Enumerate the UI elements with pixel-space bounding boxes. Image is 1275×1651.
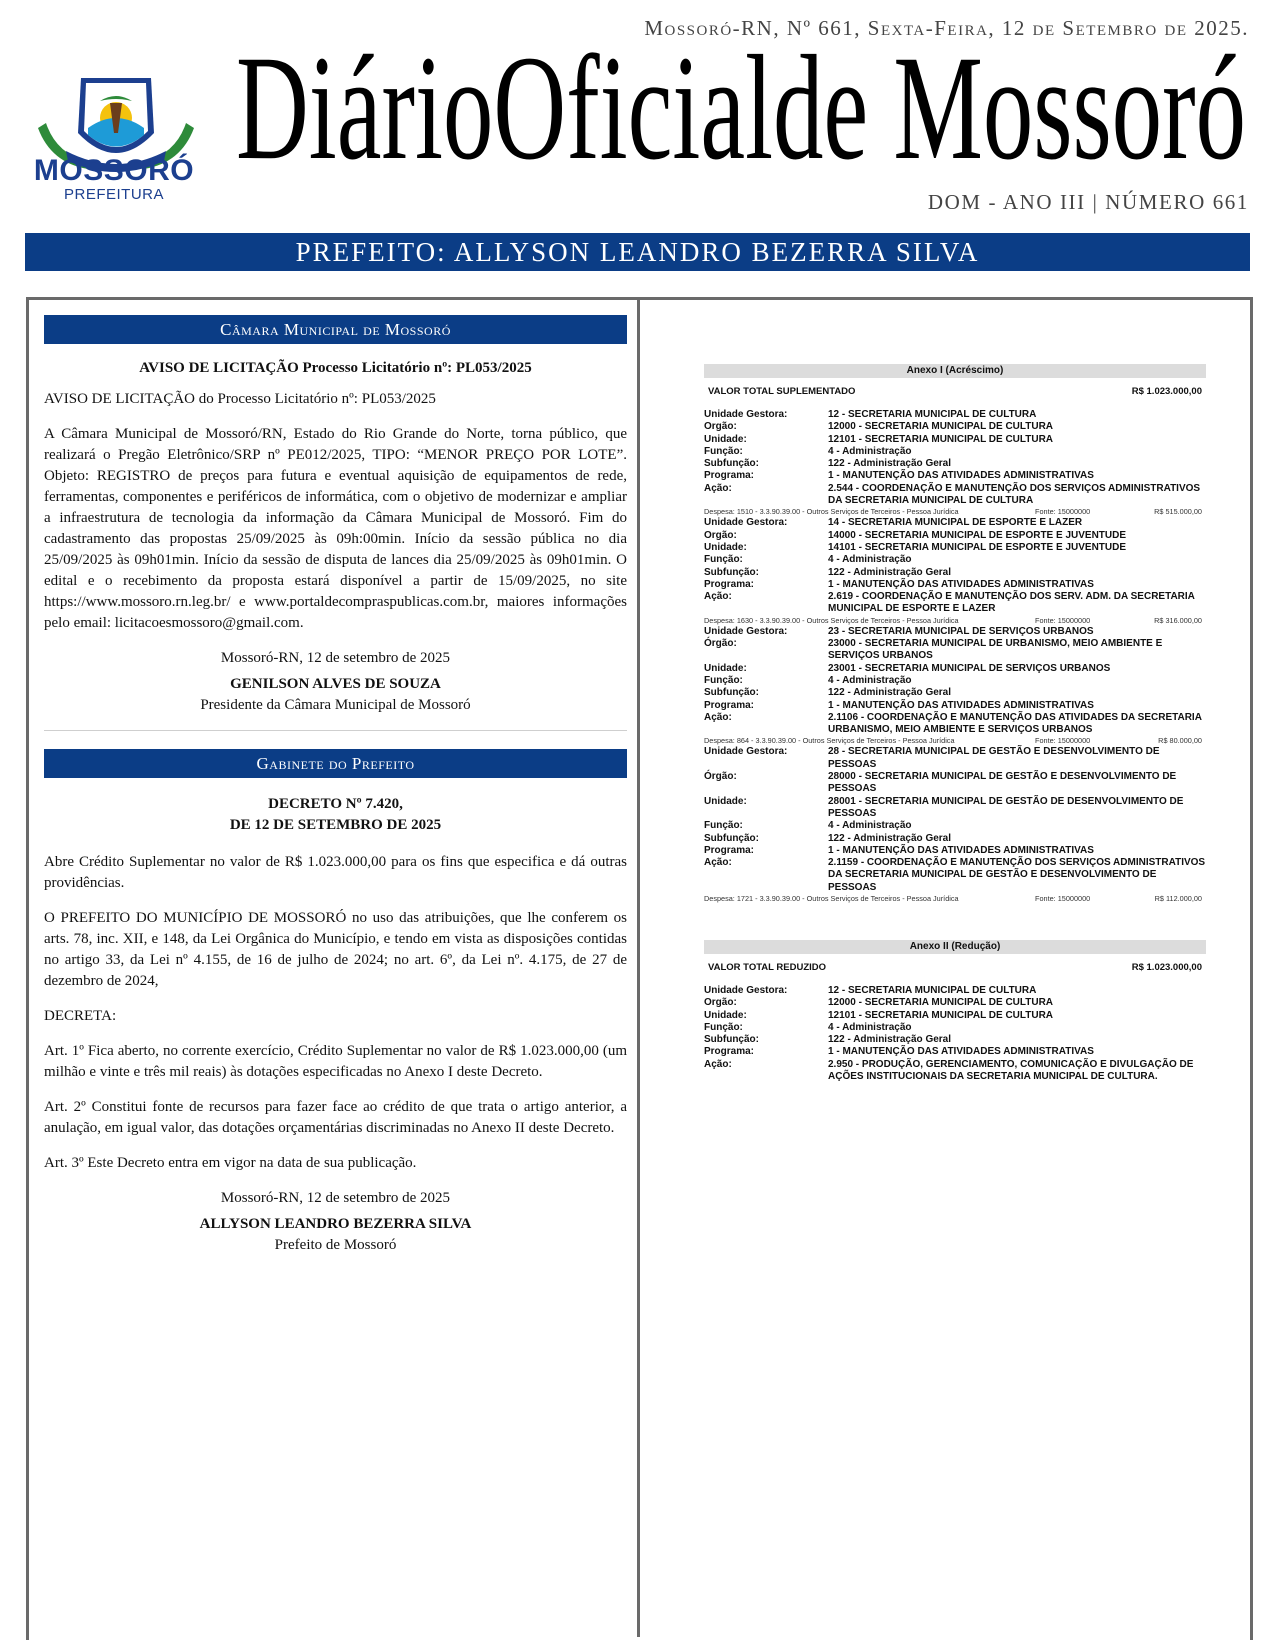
annex-row bbox=[704, 1059, 1206, 1084]
logo-subtitle: PREFEITURA bbox=[63, 186, 164, 203]
annex-row-key: Programa: bbox=[704, 1046, 755, 1058]
column-divider bbox=[637, 297, 640, 1637]
annex-row bbox=[704, 1046, 1206, 1058]
expense-description: Despesa: 864 - 3.3.90.39.00 - Outros Serviços de Terceiros - Pessoa Jurídica bbox=[704, 736, 955, 746]
annex-row bbox=[704, 712, 1206, 737]
annex-row-value: 12 - SECRETARIA MUNICIPAL DE CULTURA bbox=[828, 409, 1037, 420]
annex-row-key: Unidade Gestora: bbox=[704, 746, 788, 758]
annex-row-key: Função: bbox=[704, 445, 743, 457]
annex-row-key: Unidade: bbox=[704, 795, 747, 807]
anexo2-total-value: R$ 1.023.000,00 bbox=[1131, 961, 1202, 973]
annex-row-value: 12101 - SECRETARIA MUNICIPAL DE CULTURA bbox=[828, 1009, 1054, 1021]
issue-date-line: Mossoró-RN, Nº 661, Sexta-Feira, 12 de Setembro de 2025. bbox=[644, 16, 1249, 40]
annex-row bbox=[704, 833, 1206, 845]
annex-row-key: Função: bbox=[704, 554, 743, 566]
annex-row-key: Unidade Gestora: bbox=[704, 625, 788, 637]
annex-row-key: Ação: bbox=[704, 857, 732, 869]
decree-decreta: DECRETA: bbox=[44, 1008, 117, 1024]
annex-row-key: Função: bbox=[704, 674, 743, 686]
decree-ementa: Abre Crédito Suplementar no valor de R$ 1.023.000,00 para os fins que especifica e dá outras providências. bbox=[44, 854, 627, 891]
annex-row-value: 12000 - SECRETARIA MUNICIPAL DE CULTURA bbox=[828, 421, 1054, 433]
annex-row-key: Ação: bbox=[704, 1058, 732, 1070]
annex-row-value: 2.1106 - COORDENAÇÃO E MANUTENÇÃO DAS ATIVIDADES DA SECRETARIA URBANISMO, MEIO AMBIENTE E SERVIÇOS URBANOS bbox=[828, 711, 1202, 736]
annex-row bbox=[704, 579, 1206, 591]
decree-signer-role: Prefeito de Mossoró bbox=[274, 1237, 397, 1253]
expense-amount: R$ 515.000,00 bbox=[1154, 507, 1202, 517]
annex-row bbox=[704, 985, 1206, 997]
anexo1-total-value: R$ 1.023.000,00 bbox=[1131, 386, 1202, 397]
annex-row bbox=[704, 458, 1206, 470]
annex-row-value: 12101 - SECRETARIA MUNICIPAL DE CULTURA bbox=[828, 433, 1054, 445]
annex-row-value: 14000 - SECRETARIA MUNICIPAL DE ESPORTE E JUVENTUDE bbox=[828, 529, 1127, 541]
annex-row-value: 1 - MANUTENÇÃO DAS ATIVIDADES ADMINISTRATIVAS bbox=[828, 844, 1094, 856]
annex-row-value: 2.544 - COORDENAÇÃO E MANUTENÇÃO DOS SERVIÇOS ADMINISTRATIVOS DA SECRETARIA MUNICIPAL DE CULTURA bbox=[828, 482, 1201, 507]
annex-row-key: Subfunção: bbox=[704, 832, 759, 844]
decree-art3: Art. 3º Este Decreto entra em vigor na data de sua publicação. bbox=[44, 1155, 417, 1171]
annex-row-value: 2.950 - PRODUÇÃO, GERENCIAMENTO, COMUNICAÇÃO E DIVULGAÇÃO DE AÇÕES INSTITUCIONAIS DA SECRETARIA MUNICIPAL DE CULTURA. bbox=[828, 1058, 1194, 1083]
licitacao-body: A Câmara Municipal de Mossoró/RN, Estado do Rio Grande do Norte, torna público, que realizará o Pregão Eletrônico/SRP nº PE012/2025, TIPO: “MENOR PREÇO POR LOTE”. Objeto: REGISTRO de preços para futura e eventual aquisição de equipamentos de rede, ferramentas, componentes e periféricos de informática, com o objetivo de modernizar e ampliar a infraestrutura de tecnologia da informação da Câmara Municipal de Mossoró. Fim do cadastramento das propostas 25/09/2025 às 09h:00min. Início da sessão pública no dia 25/09/2025 às 09h01min. Início da sessão de disputa de lances dia 25/09/2025 às 09h01min. O edital e o recebimento da proposta estará disponível a partir de 15/09/2025, no site https://www.mossoro.rn.leg.br/ e www.portaldecompraspublicas.com.br, maiores informações pelo email: licitacoesmossoro@gmail.com. bbox=[44, 426, 627, 631]
annex-row-value: 1 - MANUTENÇÃO DAS ATIVIDADES ADMINISTRATIVAS bbox=[828, 470, 1094, 482]
annex-expense-line bbox=[704, 616, 1206, 626]
annex-row-key: Unidade: bbox=[704, 433, 747, 445]
expense-description: Despesa: 1630 - 3.3.90.39.00 - Outros Serviços de Terceiros - Pessoa Jurídica bbox=[704, 615, 959, 625]
annex-row-key: Unidade Gestora: bbox=[704, 409, 788, 420]
annex-row bbox=[704, 530, 1206, 542]
annex-row bbox=[704, 542, 1206, 554]
annex-row-value: 4 - Administração bbox=[828, 820, 912, 832]
annex-row bbox=[704, 820, 1206, 832]
anexo2-total bbox=[708, 962, 1202, 973]
annex-row-key: Subfunção: bbox=[704, 458, 759, 470]
decree-title-line1: DECRETO Nº 7.420, bbox=[268, 796, 403, 812]
annex-row-value: 122 - Administração Geral bbox=[828, 832, 952, 844]
expense-source: Fonte: 15000000 bbox=[1035, 893, 1091, 903]
annex-row-key: Orgão: bbox=[704, 997, 737, 1009]
annex-row-value: 4 - Administração bbox=[828, 674, 912, 686]
annex-row-key: Órgão: bbox=[704, 771, 737, 783]
annex-row-value: 4 - Administração bbox=[828, 445, 912, 457]
annex-block bbox=[704, 517, 1206, 625]
annex-row bbox=[704, 796, 1206, 821]
annex-row-value: 2.619 - COORDENAÇÃO E MANUTENÇÃO DOS SERV. ADM. DA SECRETARIA MUNICIPAL DE ESPORTE E LAZER bbox=[828, 591, 1195, 615]
annex-row-value: 23000 - SECRETARIA MUNICIPAL DE URBANISMO, MEIO AMBIENTE E SERVIÇOS URBANOS bbox=[828, 638, 1163, 662]
annex-row-value: 23001 - SECRETARIA MUNICIPAL DE SERVIÇOS URBANOS bbox=[828, 662, 1111, 674]
annex-row bbox=[704, 771, 1206, 796]
decree-art2: Art. 2º Constitui fonte de recursos para fazer face ao crédito de que trata o artigo anterior, a anulação, em igual valor, das dotações orçamentárias discriminadas no Anexo II deste Decreto. bbox=[44, 1099, 627, 1136]
annex-row bbox=[704, 1010, 1206, 1022]
annex-row-key: Programa: bbox=[704, 578, 755, 590]
anexo2-title: Anexo II (Redução) bbox=[704, 940, 1206, 954]
anexo1-total-label: VALOR TOTAL SUPLEMENTADO bbox=[708, 386, 856, 397]
annex-row bbox=[704, 421, 1206, 433]
anexo2-total-label: VALOR TOTAL REDUZIDO bbox=[708, 961, 827, 973]
expense-source: Fonte: 15000000 bbox=[1035, 615, 1091, 625]
annex-row-value: 122 - Administração Geral bbox=[828, 458, 952, 470]
annex-row-key: Ação: bbox=[704, 482, 732, 494]
annex-row-value: 28000 - SECRETARIA MUNICIPAL DE GESTÃO E DESENVOLVIMENTO DE PESSOAS bbox=[828, 771, 1177, 795]
expense-description: Despesa: 1510 - 3.3.90.39.00 - Outros Serviços de Terceiros - Pessoa Jurídica bbox=[704, 507, 959, 517]
expense-amount: R$ 112.000,00 bbox=[1154, 893, 1202, 903]
camara-signer-role: Presidente da Câmara Municipal de Mossoró bbox=[200, 697, 471, 713]
licitacao-subheading: AVISO DE LICITAÇÃO do Processo Licitatório nº: PL053/2025 bbox=[44, 391, 436, 407]
annex-row-value: 12 - SECRETARIA MUNICIPAL DE CULTURA bbox=[828, 984, 1037, 996]
expense-source: Fonte: 15000000 bbox=[1035, 507, 1091, 517]
annex-row-key: Ação: bbox=[704, 591, 732, 603]
annex-row-key: Subfunção: bbox=[704, 566, 759, 578]
annex-row-value: 28 - SECRETARIA MUNICIPAL DE GESTÃO E DESENVOLVIMENTO DE PESSOAS bbox=[828, 746, 1160, 770]
annex-row bbox=[704, 746, 1206, 771]
annex-row-value: 1 - MANUTENÇÃO DAS ATIVIDADES ADMINISTRATIVAS bbox=[828, 699, 1094, 711]
expense-description: Despesa: 1721 - 3.3.90.39.00 - Outros Serviços de Terceiros - Pessoa Jurídica bbox=[704, 893, 959, 903]
annex-row-key: Unidade Gestora: bbox=[704, 517, 788, 529]
annex-row-value: 122 - Administração Geral bbox=[828, 566, 952, 578]
annex-row-key: Orgão: bbox=[704, 529, 737, 541]
annex-row-value: 23 - SECRETARIA MUNICIPAL DE SERVIÇOS URBANOS bbox=[828, 625, 1094, 637]
annex-row bbox=[704, 845, 1206, 857]
annex-row-key: Subfunção: bbox=[704, 687, 759, 699]
annex-row bbox=[704, 1034, 1206, 1046]
annex-row bbox=[704, 554, 1206, 566]
annex-row-key: Programa: bbox=[704, 844, 755, 856]
annex-row bbox=[704, 663, 1206, 675]
annex-row-key: Ação: bbox=[704, 711, 732, 723]
anexo2-rows bbox=[704, 985, 1206, 1083]
annex-row-value: 2.1159 - COORDENAÇÃO E MANUTENÇÃO DOS SERVIÇOS ADMINISTRATIVOS DA SECRETARIA MUNICIPAL DE GESTÃO E DESENVOLVIMENTO DE PESSOAS bbox=[828, 857, 1206, 893]
decree-art1: Art. 1º Fica aberto, no corrente exercício, Crédito Suplementar no valor de R$ 1.023.000,00 (um milhão e vinte e três mil reais) às dotações especificadas no Anexo I deste Decreto. bbox=[44, 1043, 627, 1080]
annex-row bbox=[704, 687, 1206, 699]
decree-title-line2: DE 12 DE SETEMBRO DE 2025 bbox=[229, 817, 442, 833]
annex-row-value: 12000 - SECRETARIA MUNICIPAL DE CULTURA bbox=[828, 997, 1054, 1009]
annex-row-key: Subfunção: bbox=[704, 1034, 759, 1046]
annex-row-key: Unidade Gestora: bbox=[704, 984, 788, 996]
expense-amount: R$ 316.000,00 bbox=[1154, 615, 1202, 625]
annex-row bbox=[704, 409, 1206, 421]
masthead-title bbox=[236, 30, 1252, 180]
annex-row bbox=[704, 675, 1206, 687]
anexo1-blocks bbox=[704, 409, 1206, 904]
annex-row bbox=[704, 446, 1206, 458]
annex-row-key: Programa: bbox=[704, 699, 755, 711]
right-column bbox=[704, 364, 1206, 1083]
annex-row bbox=[704, 700, 1206, 712]
annex-row bbox=[704, 434, 1206, 446]
annex-row-value: 28001 - SECRETARIA MUNICIPAL DE GESTÃO DE DESENVOLVIMENTO DE PESSOAS bbox=[828, 795, 1184, 819]
annex-row-value: 14 - SECRETARIA MUNICIPAL DE ESPORTE E LAZER bbox=[828, 517, 1083, 529]
logo-wordmark: MOSSORÓ bbox=[33, 154, 195, 187]
annex-row-value: 122 - Administração Geral bbox=[828, 687, 952, 699]
annex-row-value: 4 - Administração bbox=[828, 1021, 912, 1033]
annex-row bbox=[704, 857, 1206, 894]
annex-row bbox=[704, 517, 1206, 529]
edition-number: DOM - ANO III | NÚMERO 661 bbox=[927, 190, 1249, 214]
annex-row-key: Unidade: bbox=[704, 662, 747, 674]
licitacao-heading: AVISO DE LICITAÇÃO Processo Licitatório nº: PL053/2025 bbox=[139, 360, 532, 376]
annex-row bbox=[704, 638, 1206, 663]
annex-row bbox=[704, 567, 1206, 579]
annex-row-key: Programa: bbox=[704, 470, 755, 482]
annex-row-key: Unidade: bbox=[704, 1009, 747, 1021]
annex-row-value: 14101 - SECRETARIA MUNICIPAL DE ESPORTE E JUVENTUDE bbox=[828, 541, 1127, 553]
annex-row bbox=[704, 591, 1206, 616]
annex-row-value: 1 - MANUTENÇÃO DAS ATIVIDADES ADMINISTRATIVAS bbox=[828, 578, 1094, 590]
annex-block bbox=[704, 409, 1206, 517]
section-divider bbox=[44, 730, 627, 731]
camara-signer: GENILSON ALVES DE SOUZA bbox=[230, 676, 441, 692]
annex-block bbox=[704, 746, 1206, 904]
annex-row-key: Unidade: bbox=[704, 541, 747, 553]
expense-amount: R$ 80.000,00 bbox=[1158, 736, 1202, 746]
annex-row-key: Órgão: bbox=[704, 638, 737, 650]
section-header-gabinete: Gabinete do Prefeito bbox=[44, 749, 627, 778]
annex-row bbox=[704, 1022, 1206, 1034]
camara-place-date: Mossoró-RN, 12 de setembro de 2025 bbox=[220, 650, 451, 666]
annex-expense-line bbox=[704, 736, 1206, 746]
decree-place-date: Mossoró-RN, 12 de setembro de 2025 bbox=[220, 1190, 451, 1206]
annex-expense-line bbox=[704, 894, 1206, 904]
mayor-banner: PREFEITO: ALLYSON LEANDRO BEZERRA SILVA bbox=[25, 233, 1250, 271]
annex-row-key: Função: bbox=[704, 1021, 743, 1033]
masthead-text: DiárioOficialde Mossoró bbox=[236, 30, 1246, 180]
annex-row-value: 1 - MANUTENÇÃO DAS ATIVIDADES ADMINISTRATIVAS bbox=[828, 1046, 1094, 1058]
annex-row bbox=[704, 626, 1206, 638]
annex-row bbox=[704, 483, 1206, 508]
decree-preamble: O PREFEITO DO MUNICÍPIO DE MOSSORÓ no uso das atribuições, que lhe conferem os arts. 78, inc. XII, e 148, da Lei Orgânica do Município, e tendo em vista as disposições contidas no artigo 33, da Lei nº 4.155, de 16 de julho de 2024; no art. 6º, da Lei nº. 4.175, de 27 de dezembro de 2024, bbox=[44, 910, 627, 989]
expense-source: Fonte: 15000000 bbox=[1035, 736, 1091, 746]
annex-row bbox=[704, 997, 1206, 1009]
anexo1-title: Anexo I (Acréscimo) bbox=[704, 364, 1206, 378]
annex-block bbox=[704, 626, 1206, 747]
annex-row-value: 4 - Administração bbox=[828, 554, 912, 566]
annex-row-key: Orgão: bbox=[704, 421, 737, 433]
left-column bbox=[44, 315, 627, 1256]
annex-row bbox=[704, 470, 1206, 482]
anexo1-total bbox=[708, 386, 1202, 397]
annex-row-key: Função: bbox=[704, 820, 743, 832]
decree-signer: ALLYSON LEANDRO BEZERRA SILVA bbox=[199, 1216, 472, 1232]
annex-row-value: 122 - Administração Geral bbox=[828, 1034, 952, 1046]
annex-expense-line bbox=[704, 507, 1206, 517]
section-header-camara: Câmara Municipal de Mossoró bbox=[44, 315, 627, 344]
